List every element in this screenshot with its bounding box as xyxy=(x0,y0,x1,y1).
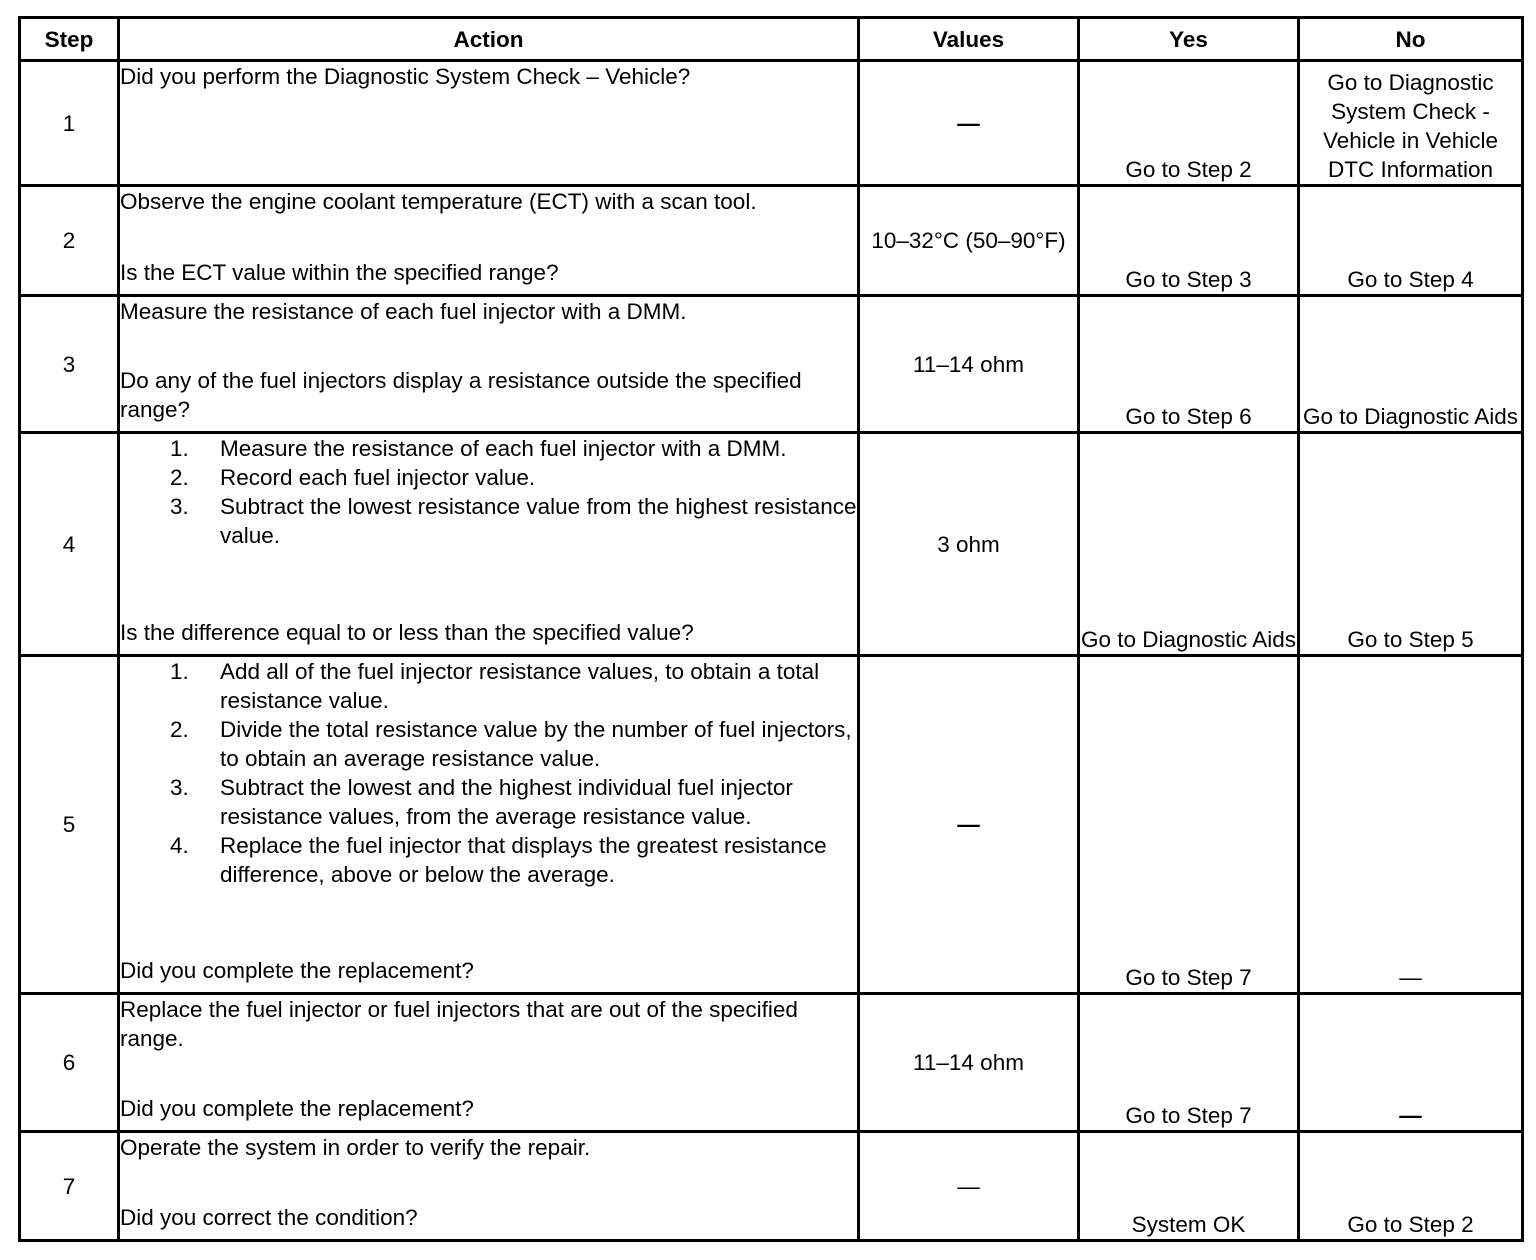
action-text: Replace the fuel injector or fuel injectors that are out of the specified range. xyxy=(120,997,798,1051)
substep-item xyxy=(170,657,857,715)
substep-list xyxy=(120,434,857,550)
table-row xyxy=(20,1132,1523,1241)
substep-item xyxy=(170,463,857,492)
substep-text: Replace the fuel injector that displays the greatest resistance difference, above or below the average. xyxy=(220,833,827,887)
substep-item xyxy=(170,773,857,831)
substep-item xyxy=(170,715,857,773)
no-cell: — xyxy=(1299,656,1523,994)
table-row xyxy=(20,296,1523,433)
substep-text: Divide the total resistance value by the number of fuel injectors, to obtain an average resistance value. xyxy=(220,717,852,771)
action-question: Do any of the fuel injectors display a resistance outside the specified range? xyxy=(120,368,802,422)
substep-text: Measure the resistance of each fuel injector with a DMM. xyxy=(220,436,787,461)
no-cell: — xyxy=(1299,994,1523,1132)
header-step: Step xyxy=(20,18,119,61)
header-no: No xyxy=(1299,18,1523,61)
step-number: 3 xyxy=(20,296,119,433)
step-number: 4 xyxy=(20,433,119,656)
value-cell: 3 ohm xyxy=(859,433,1079,656)
no-cell: Go to Step 2 xyxy=(1299,1132,1523,1241)
yes-cell: System OK xyxy=(1079,1132,1299,1241)
substep-text: Subtract the lowest resistance value from the highest resistance value. xyxy=(220,494,857,548)
action-question: Did you complete the replacement? xyxy=(120,1096,474,1121)
value-cell: — xyxy=(859,61,1079,186)
header-values: Values xyxy=(859,18,1079,61)
table-row xyxy=(20,433,1523,656)
action-question: Is the ECT value within the specified range? xyxy=(120,260,559,285)
table-row xyxy=(20,186,1523,296)
yes-cell: Go to Step 3 xyxy=(1079,186,1299,296)
step-number: 2 xyxy=(20,186,119,296)
value-cell: 11–14 ohm xyxy=(859,296,1079,433)
no-cell: Go to Diagnostic System Check - Vehicle in Vehicle DTC Information xyxy=(1299,61,1523,186)
action-question: Did you correct the condition? xyxy=(120,1205,418,1230)
action-cell xyxy=(119,186,859,296)
diagnostic-table xyxy=(18,16,1524,1242)
action-question: Did you complete the replacement? xyxy=(120,958,474,983)
step-number: 5 xyxy=(20,656,119,994)
header-row xyxy=(20,18,1523,61)
header-action: Action xyxy=(119,18,859,61)
header-yes: Yes xyxy=(1079,18,1299,61)
action-question: Is the difference equal to or less than the specified value? xyxy=(120,620,694,645)
step-number: 1 xyxy=(20,61,119,186)
no-cell: Go to Step 4 xyxy=(1299,186,1523,296)
action-cell xyxy=(119,61,859,186)
substep-text: Subtract the lowest and the highest individual fuel injector resistance values, from the average resistance value. xyxy=(220,775,793,829)
action-cell xyxy=(119,296,859,433)
yes-cell: Go to Step 7 xyxy=(1079,656,1299,994)
action-cell xyxy=(119,656,859,994)
value-cell: — xyxy=(859,656,1079,994)
substep-list xyxy=(120,657,857,889)
action-text: Operate the system in order to verify the repair. xyxy=(120,1135,591,1160)
action-cell xyxy=(119,1132,859,1241)
table-row xyxy=(20,656,1523,994)
value-cell: — xyxy=(859,1132,1079,1241)
substep-text: Add all of the fuel injector resistance values, to obtain a total resistance value. xyxy=(220,659,820,713)
step-number: 7 xyxy=(20,1132,119,1241)
no-cell: Go to Step 5 xyxy=(1299,433,1523,656)
no-cell: Go to Diagnostic Aids xyxy=(1299,296,1523,433)
table-row xyxy=(20,61,1523,186)
yes-cell: Go to Step 6 xyxy=(1079,296,1299,433)
value-cell: 10–32°C (50–90°F) xyxy=(859,186,1079,296)
substep-item xyxy=(170,831,857,889)
yes-cell: Go to Step 2 xyxy=(1079,61,1299,186)
step-number: 6 xyxy=(20,994,119,1132)
yes-cell: Go to Diagnostic Aids xyxy=(1079,433,1299,656)
substep-item xyxy=(170,492,857,550)
table-row xyxy=(20,994,1523,1132)
substep-item xyxy=(170,434,857,463)
value-cell: 11–14 ohm xyxy=(859,994,1079,1132)
action-cell xyxy=(119,433,859,656)
action-text: Did you perform the Diagnostic System Check – Vehicle? xyxy=(120,64,691,89)
yes-cell: Go to Step 7 xyxy=(1079,994,1299,1132)
action-text: Measure the resistance of each fuel injector with a DMM. xyxy=(120,299,687,324)
substep-text: Record each fuel injector value. xyxy=(220,465,536,490)
action-cell xyxy=(119,994,859,1132)
action-text: Observe the engine coolant temperature (ECT) with a scan tool. xyxy=(120,189,757,214)
